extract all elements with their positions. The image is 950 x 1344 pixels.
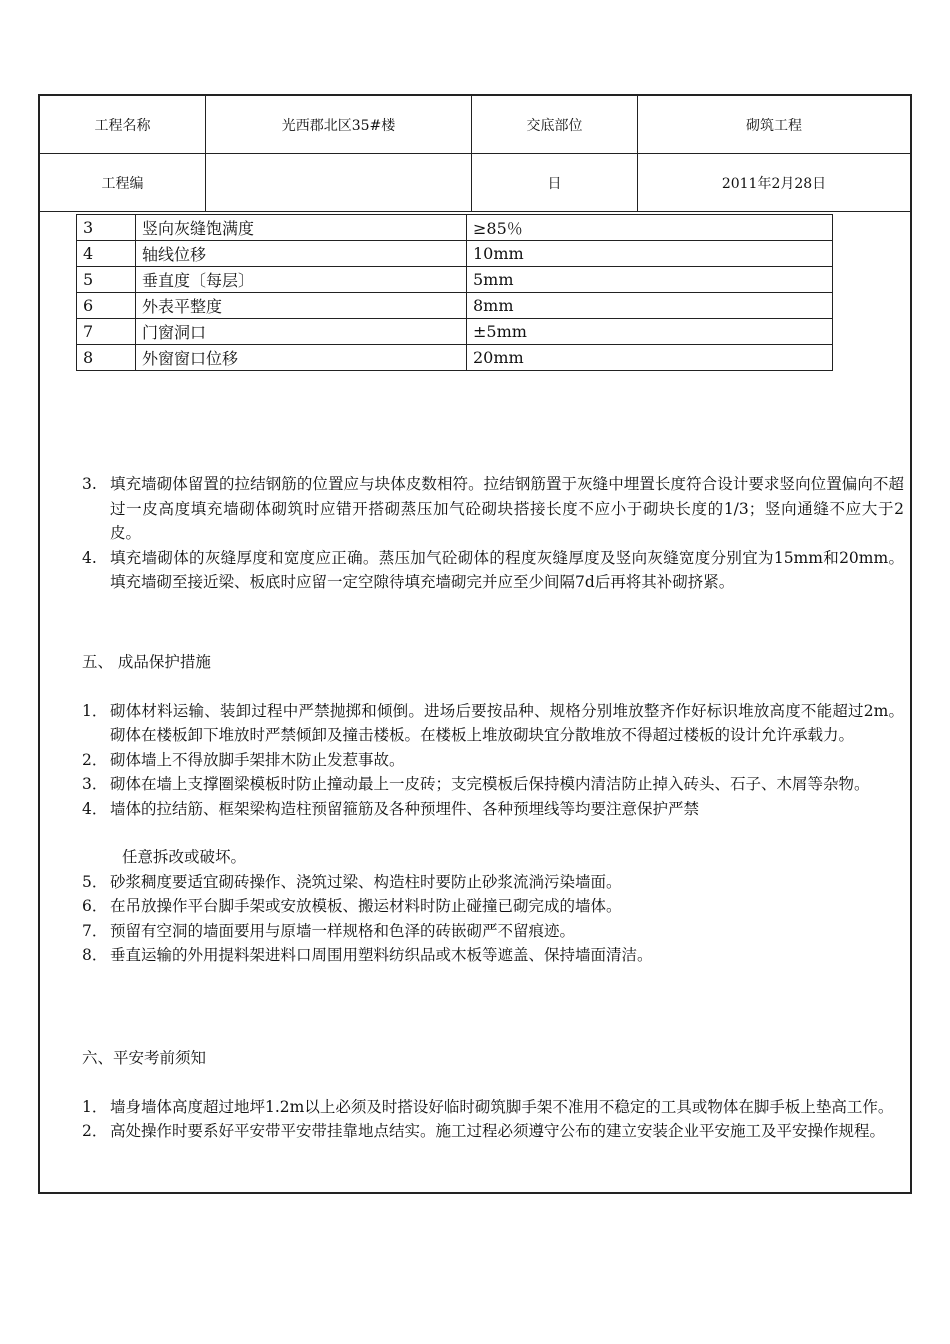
row-number: 3 bbox=[77, 215, 136, 241]
table-row bbox=[77, 241, 833, 267]
table-row bbox=[77, 293, 833, 319]
row-item: 门窗洞口 bbox=[136, 319, 467, 345]
item-text: 砂浆稠度要适宜砌砖操作、浇筑过梁、构造柱时要防止砂浆流淌污染墙面。 bbox=[110, 872, 622, 891]
row-value: 5mm bbox=[467, 267, 833, 293]
date-value: 2011年2月28日 bbox=[638, 154, 911, 212]
item-number: 8． bbox=[82, 946, 108, 964]
item-number: 6． bbox=[82, 897, 108, 915]
list-item bbox=[82, 748, 904, 773]
list-item bbox=[82, 1119, 904, 1144]
date-label: 日 bbox=[472, 154, 638, 212]
item-text: 砌体材料运输、装卸过程中严禁抛掷和倾倒。进场后要按品种、规格分别堆放整齐作好标识堆放高度不能超过2m。砌体在楼板卸下堆放时严禁倾卸及撞击楼板。在楼板上堆放砌块宜分散堆放不得超过楼板的设计允许承载力。 bbox=[110, 701, 904, 744]
masonry-requirements bbox=[82, 472, 904, 595]
row-number: 4 bbox=[77, 241, 136, 267]
section-6-title: 六、平安考前须知 bbox=[82, 1049, 207, 1067]
item-text: 填充墙砌体的灰缝厚度和宽度应正确。蒸压加气砼砌体的程度灰缝厚度及竖向灰缝宽度分别宜为15mm和20mm。填充墙砌至接近梁、板底时应留一定空隙待填充墙砌完并应至少间隔7d后再将其补砌挤紧。 bbox=[110, 548, 904, 591]
disclosure-part-value: 砌筑工程 bbox=[638, 96, 911, 154]
item-number: 3． bbox=[82, 775, 108, 793]
item-number: 1． bbox=[82, 1097, 108, 1116]
item-number: 3. bbox=[82, 475, 97, 493]
row-value: 10mm bbox=[467, 241, 833, 267]
item-text: 填充墙砌体留置的拉结钢筋的位置应与块体皮数相符。拉结钢筋置于灰缝中埋置长度符合设计要求竖向位置偏向不超过一皮高度填充墙砌体砌筑时应错开搭砌蒸压加气砼砌块搭接长度不应小于砌块长度的1/3；竖向通缝不应大于2皮。 bbox=[110, 475, 904, 542]
row-item: 外表平整度 bbox=[136, 293, 467, 319]
item-number: 2． bbox=[82, 750, 108, 769]
item-number: 1． bbox=[82, 701, 108, 720]
header-table bbox=[40, 96, 910, 212]
item-text: 在吊放操作平台脚手架或安放模板、搬运材料时防止碰撞已砌完成的墙体。 bbox=[110, 897, 622, 915]
item-number: 7． bbox=[82, 921, 108, 940]
row-item: 轴线位移 bbox=[136, 241, 467, 267]
row-value: 20mm bbox=[467, 345, 833, 371]
list-item bbox=[82, 870, 904, 895]
list-item bbox=[82, 894, 904, 919]
item-text: 预留有空洞的墙面要用与原墙一样规格和色泽的砖嵌砌严不留痕迹。 bbox=[110, 921, 576, 940]
section-6 bbox=[82, 1046, 904, 1144]
list-item bbox=[82, 546, 904, 595]
project-no-value bbox=[206, 154, 472, 212]
row-item: 垂直度〔每层〕 bbox=[136, 267, 467, 293]
row-item: 竖向灰缝饱满度 bbox=[136, 215, 467, 241]
item-number: 4． bbox=[82, 799, 108, 818]
item-text: 砌体在墙上支撑圈梁模板时防止撞动最上一皮砖；支完模板后保持模内清洁防止掉入砖头、石子、木屑等杂物。 bbox=[110, 775, 870, 793]
row-number: 7 bbox=[77, 319, 136, 345]
table-row bbox=[77, 215, 833, 241]
row-item: 外窗窗口位移 bbox=[136, 345, 467, 371]
section-5 bbox=[82, 650, 904, 968]
list-item bbox=[82, 1095, 904, 1120]
item-number: 5． bbox=[82, 872, 108, 891]
list-item bbox=[82, 699, 904, 748]
list-item bbox=[82, 943, 904, 968]
table-row bbox=[77, 319, 833, 345]
list-item bbox=[82, 919, 904, 944]
item-number: 4. bbox=[82, 548, 97, 567]
row-number: 6 bbox=[77, 293, 136, 319]
table-row bbox=[77, 345, 833, 371]
item-text: 砌体墙上不得放脚手架排木防止发惹事故。 bbox=[110, 750, 405, 769]
item-text: 墙身墙体高度超过地坪1.2m以上必须及时搭设好临时砌筑脚手架不准用不稳定的工具或物体在脚手板上垫高工作。 bbox=[110, 1097, 894, 1116]
list-item bbox=[82, 772, 904, 797]
list-item bbox=[82, 797, 904, 822]
row-value: ≥85％ bbox=[467, 215, 833, 241]
item-text: 高处操作时要系好平安带平安带挂靠地点结实。施工过程必须遵守公布的建立安装企业平安施工及平安操作规程。 bbox=[110, 1122, 886, 1140]
section-5-title: 五、 成品保护措施 bbox=[82, 653, 211, 671]
row-number: 5 bbox=[77, 267, 136, 293]
row-value: ±5mm bbox=[467, 319, 833, 345]
row-number: 8 bbox=[77, 345, 136, 371]
project-no-label: 工程编 bbox=[40, 154, 206, 212]
item-text: 垂直运输的外用提料架进料口周围用塑料纺织品或木板等遮盖、保持墙面清洁。 bbox=[110, 946, 653, 964]
item-continuation: 任意拆改或破坏。 bbox=[122, 848, 247, 866]
table-row bbox=[77, 267, 833, 293]
item-text: 墙体的拉结筋、框架梁构造柱预留箍筋及各种预埋件、各种预埋线等均要注意保护严禁 bbox=[110, 799, 700, 818]
item-number: 2． bbox=[82, 1122, 108, 1140]
project-name-value: 光西郡北区35#楼 bbox=[206, 96, 472, 154]
disclosure-part-label: 交底部位 bbox=[472, 96, 638, 154]
document-frame bbox=[38, 94, 912, 1194]
row-value: 8mm bbox=[467, 293, 833, 319]
list-item bbox=[82, 472, 904, 546]
project-name-label: 工程名称 bbox=[40, 96, 206, 154]
tolerance-table bbox=[76, 214, 833, 371]
